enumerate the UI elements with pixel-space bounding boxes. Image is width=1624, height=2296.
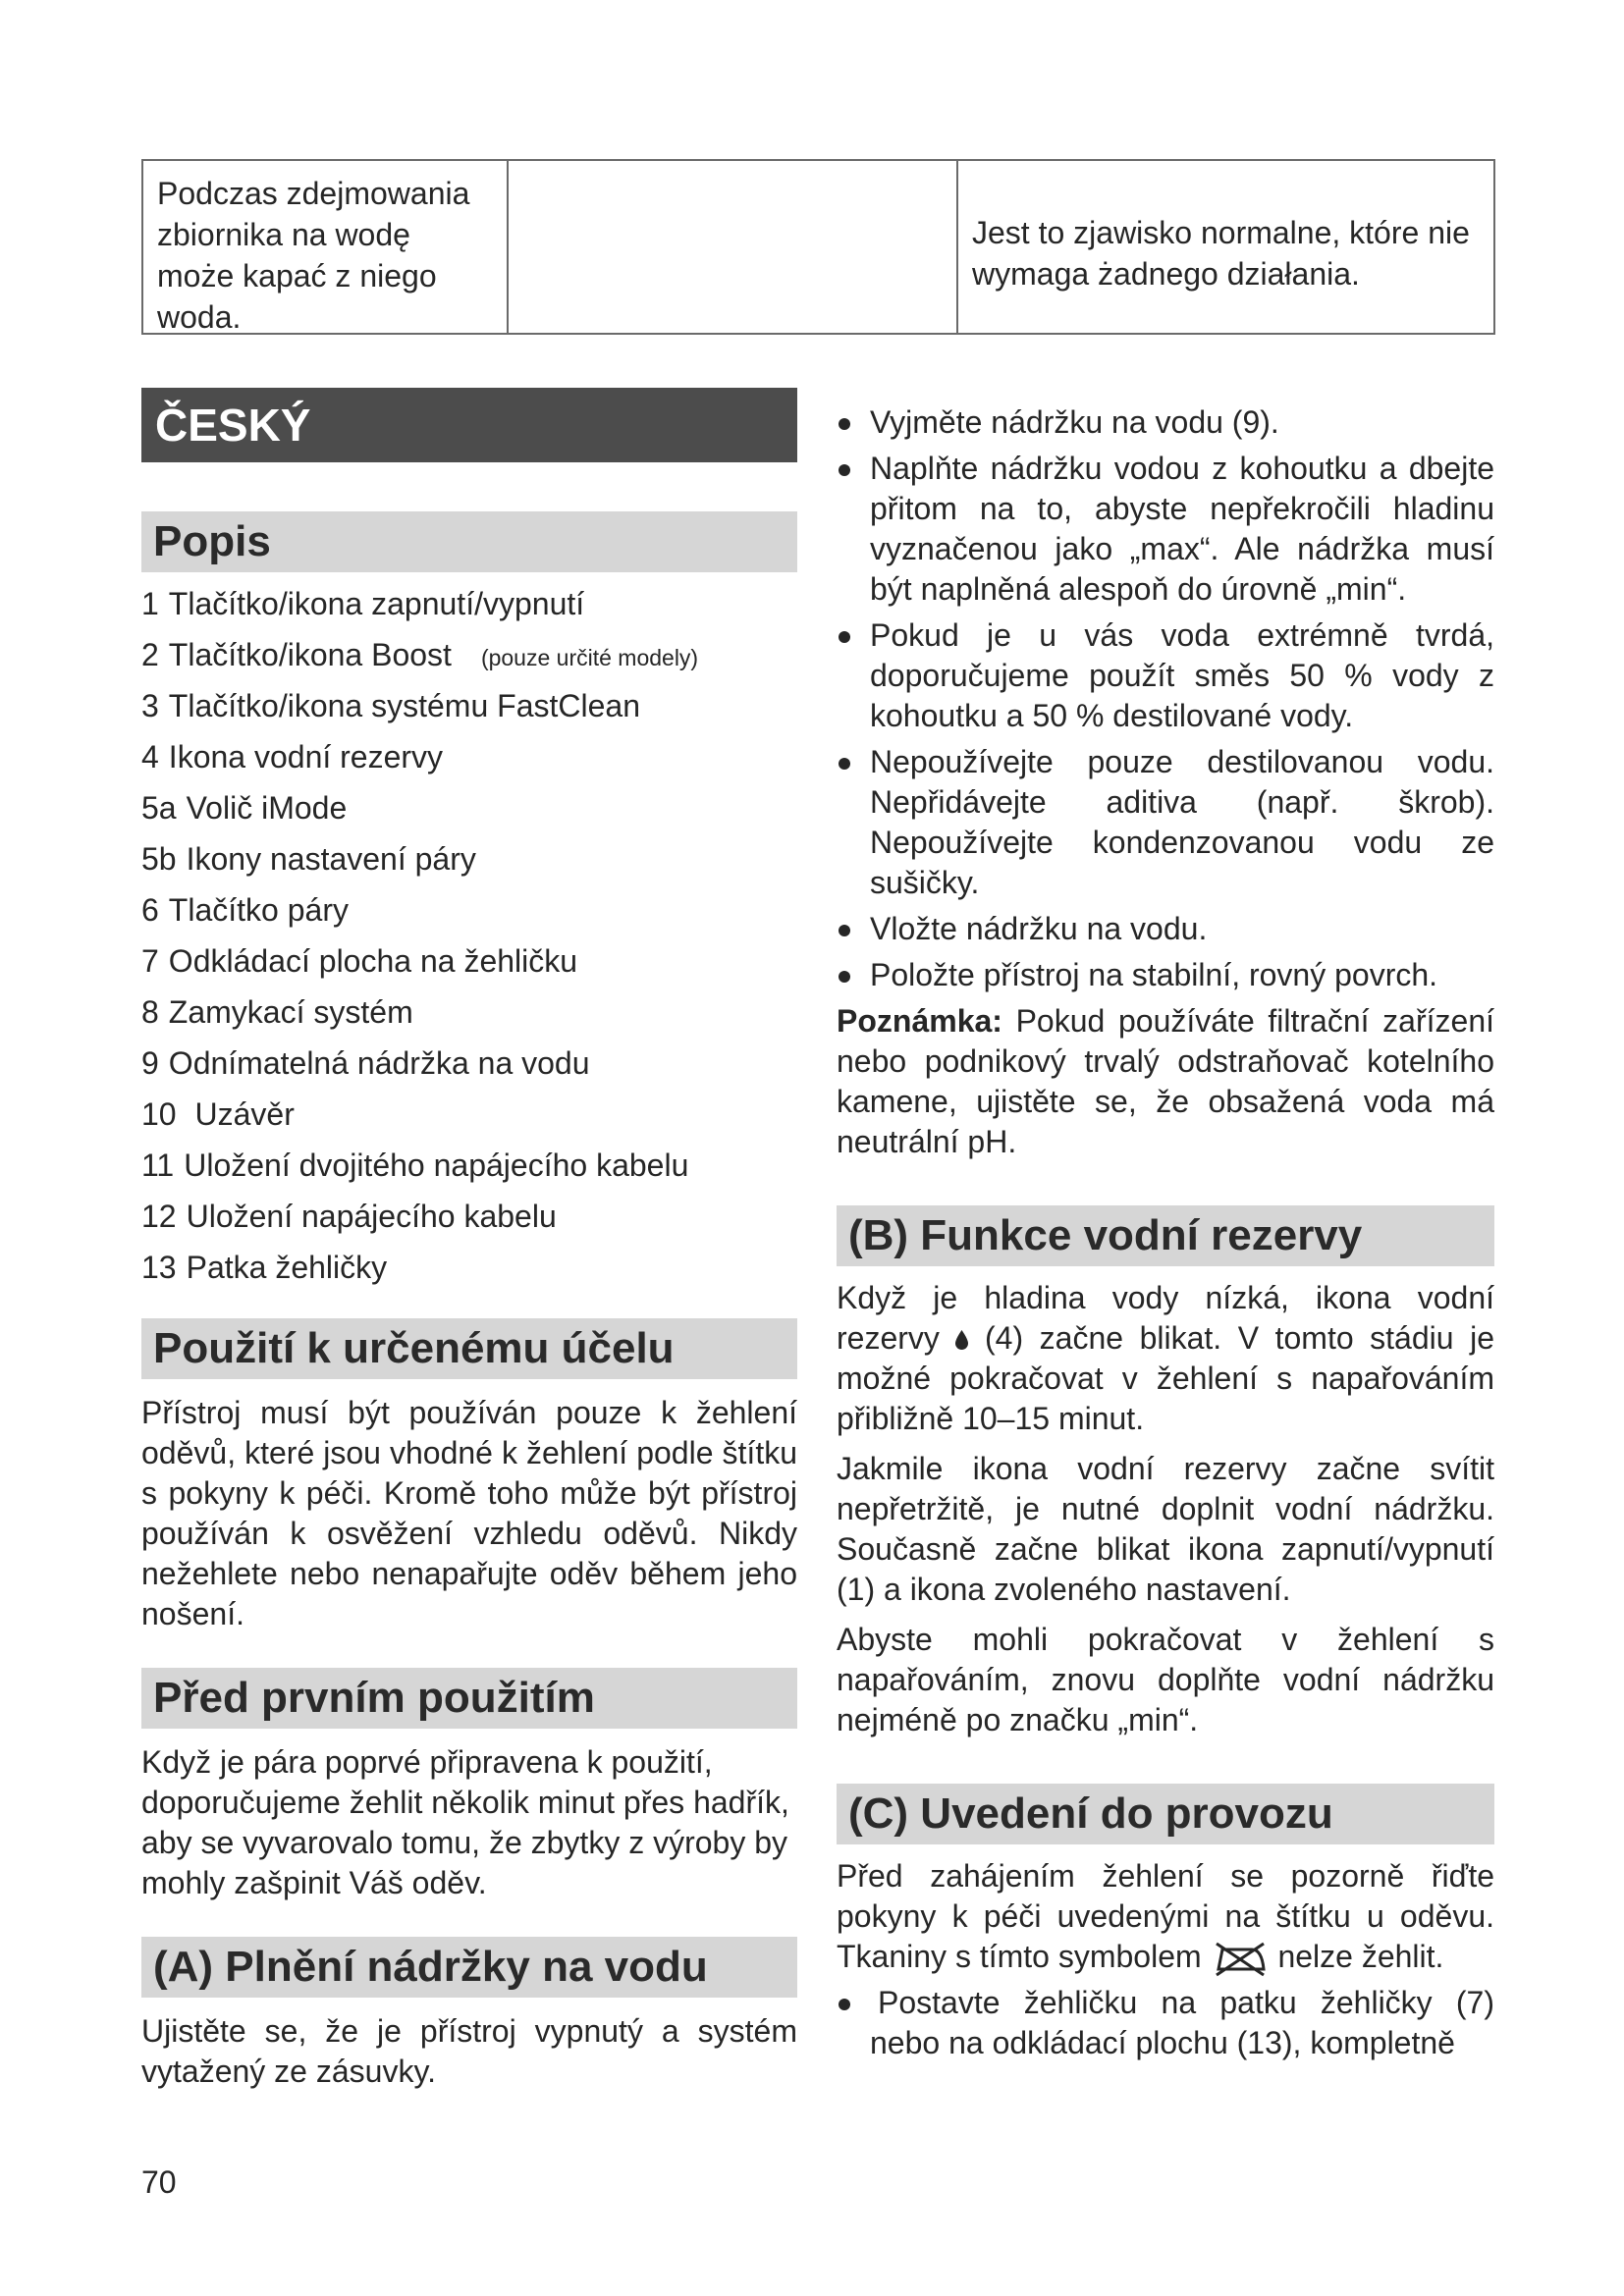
note-text: Pokud používáte filtrační zařízení nebo podnikový trvalý odstraňovač kotelního kamene, ujistěte se, že obsažená voda má neutrální pH. <box>837 1003 1494 1159</box>
section-b-paragraph-2: Jakmile ikona vodní rezervy začne svítit nepřetržitě, je nutné doplnit vodní nádržku. Současně začne blikat ikona zapnutí/vypnutí (1) a ikona zvoleného nastavení. <box>837 1451 1494 1607</box>
description-list <box>141 578 797 1293</box>
list-item <box>141 1089 797 1140</box>
item-label: Volič iMode <box>186 790 348 826</box>
bullet-dot-icon <box>839 464 850 476</box>
item-number: 11 <box>141 1148 175 1183</box>
list-item <box>141 680 797 731</box>
bullet-text: Naplňte nádržku vodou z kohoutku a dbejte přitom na to, abyste nepřekročili hladinu vyznačenou jako „max“. Ale nádržka musí být naplněná alespoň do úrovně „min“. <box>870 451 1494 607</box>
list-item <box>141 1038 797 1089</box>
item-label: Ikony nastavení páry <box>186 841 476 877</box>
item-number: 1 <box>141 586 159 621</box>
item-number: 5b <box>141 841 177 877</box>
item-number: 10 <box>141 1096 177 1132</box>
item-number: 12 <box>141 1199 177 1234</box>
table-cell-solution: Jest to zjawisko normalne, które nie wymaga żadnego działania. <box>972 215 1470 292</box>
item-number: 9 <box>141 1045 159 1081</box>
item-number: 2 <box>141 637 159 672</box>
section-c-p1-before: Před zahájením žehlení se pozorně řiďte pokyny k péči uvedenými na štítku u oděvu. Tkaniny s tímto symbolem <box>837 1858 1494 1974</box>
bullet-text: Postavte žehličku na patku žehličky (7) nebo na odkládací plochu (13), kompletně <box>870 1985 1494 2060</box>
list-item <box>837 955 1494 995</box>
section-b-paragraph-3: Abyste mohli pokračovat v žehlení s napařováním, znovu doplňte vodní nádržku nejméně po značku „min“. <box>837 1622 1494 1737</box>
item-number: 7 <box>141 943 159 979</box>
item-label: Tlačítko/ikona zapnutí/vypnutí <box>168 586 585 621</box>
list-item <box>141 629 797 680</box>
section-c-p1-after: nelze žehlit. <box>1269 1939 1444 1974</box>
section-heading-popis: Popis <box>141 511 797 572</box>
no-iron-symbol-icon <box>1213 1940 1268 1977</box>
item-number: 6 <box>141 892 159 928</box>
section-b-p1-before: Když je hladina vody nízká, ikona vodní rezervy <box>837 1280 1494 1356</box>
item-label: Odnímatelná nádržka na vodu <box>168 1045 590 1081</box>
list-item <box>141 884 797 935</box>
section-heading-c: (C) Uvedení do provozu <box>837 1784 1494 1844</box>
pouziti-paragraph: Přístroj musí být používán pouze k žehlení oděvů, které jsou vhodné k žehlení podle štítku s pokyny k péči. Kromě toho může být přístroj používán k osvěžení vzhledu oděvů. Nikdy nežehlete nebo nenapařujte oděv během jeho nošení. <box>141 1395 797 1631</box>
bullet-text: Vyjměte nádržku na vodu (9). <box>870 404 1279 440</box>
list-item <box>837 909 1494 949</box>
page-number: 70 <box>141 2164 177 2200</box>
section-heading-pouziti: Použití k určenému účelu <box>141 1318 797 1379</box>
right-column <box>837 402 1494 2069</box>
item-number: 8 <box>141 994 159 1030</box>
top-table <box>141 159 1495 335</box>
list-item <box>837 1983 1494 2063</box>
bullet-text: Pokud je u vás voda extrémně tvrdá, doporučujeme použít směs 50 % vody z kohoutku a 50 % destilované vody. <box>870 617 1494 733</box>
list-item <box>141 731 797 782</box>
bullet-dot-icon <box>839 925 850 936</box>
list-item <box>141 833 797 884</box>
list-item <box>141 1242 797 1293</box>
section-heading-b: (B) Funkce vodní rezervy <box>837 1205 1494 1266</box>
list-item <box>141 987 797 1038</box>
water-drop-icon <box>955 1330 968 1350</box>
note-label: Poznámka: <box>837 1003 1002 1039</box>
item-label: Tlačítko/ikona Boost <box>168 637 452 672</box>
list-item <box>837 402 1494 443</box>
bullet-dot-icon <box>839 1999 850 2010</box>
bullet-dot-icon <box>839 631 850 643</box>
section-c-paragraph <box>837 1856 1494 1977</box>
list-item <box>837 615 1494 736</box>
bullet-text: Vložte nádržku na vodu. <box>870 911 1208 946</box>
item-label: Uložení dvojitého napájecího kabelu <box>184 1148 689 1183</box>
section-heading-a: (A) Plnění nádržky na vodu <box>141 1937 797 1998</box>
left-column <box>141 388 797 2092</box>
item-number: 13 <box>141 1250 177 1285</box>
section-b-paragraph-1 <box>837 1278 1494 1439</box>
pred-prvnim-paragraph: Když je pára poprvé připravena k použití, doporučujeme žehlit několik minut přes hadřík, aby se vyvarovalo tomu, že zbytky z výroby by mohly zašpinit Váš oděv. <box>141 1744 789 1900</box>
bullet-dot-icon <box>839 758 850 770</box>
item-number: 5a <box>141 790 177 826</box>
language-heading: ČESKÝ <box>141 388 797 462</box>
item-label: Odkládací plocha na žehličku <box>168 943 578 979</box>
section-a-bullets <box>837 402 1494 995</box>
item-note: (pouze určité modely) <box>480 644 699 670</box>
item-label: Uložení napájecího kabelu <box>186 1199 557 1234</box>
list-item <box>141 935 797 987</box>
section-heading-pred-prvnim: Před prvním použitím <box>141 1668 797 1729</box>
table-cell-empty <box>509 161 958 333</box>
bullet-dot-icon <box>839 971 850 983</box>
item-label: Tlačítko/ikona systému FastClean <box>168 688 640 723</box>
item-number: 4 <box>141 739 159 774</box>
item-label: Patka žehličky <box>186 1250 388 1285</box>
list-item <box>837 449 1494 610</box>
bullet-dot-icon <box>839 418 850 430</box>
item-label: Zamykací systém <box>168 994 413 1030</box>
section-b-p1-after: (4) začne blikat. V tomto stádiu je možné pokračovat v žehlení s napařováním přibližně 10–15 minut. <box>837 1320 1495 1436</box>
list-item <box>141 578 797 629</box>
section-c-bullets <box>837 1983 1494 2063</box>
list-item <box>141 1140 797 1191</box>
table-cell-problem: Podczas zdejmowania zbiornika na wodę może kapać z niego woda. <box>143 161 509 333</box>
bullet-text: Položte přístroj na stabilní, rovný povrch. <box>870 957 1438 992</box>
list-item <box>141 782 797 833</box>
item-label: Ikona vodní rezervy <box>168 739 444 774</box>
section-a-note <box>837 1001 1494 1162</box>
bullet-text: Nepoužívejte pouze destilovanou vodu. Nepřidávejte aditiva (např. škrob). Nepoužívejte kondenzovanou vodu ze sušičky. <box>870 744 1494 900</box>
item-number: 3 <box>141 688 159 723</box>
list-item <box>141 1191 797 1242</box>
item-label: Uzávěr <box>186 1096 295 1132</box>
list-item <box>837 742 1494 903</box>
item-label: Tlačítko páry <box>168 892 349 928</box>
section-a-intro: Ujistěte se, že je přístroj vypnutý a systém vytažený ze zásuvky. <box>141 2013 797 2089</box>
